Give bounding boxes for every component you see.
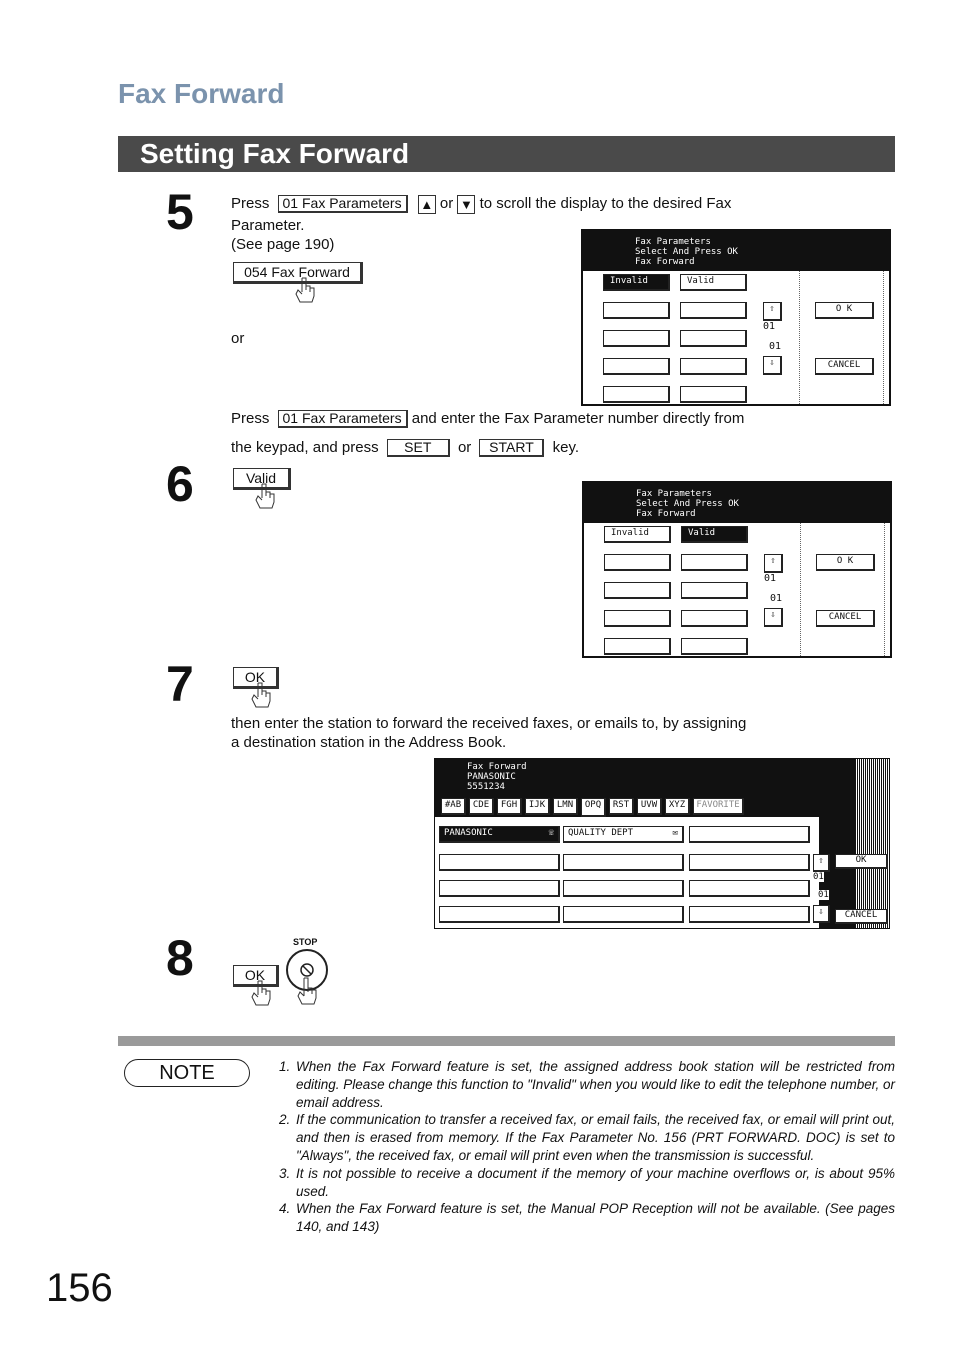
note-item: 1. When the Fax Forward feature is set, the assigned address book station will be restricted from editing. Please change this function to "Invalid" when you would like to edit the telephone number, or email address. (294, 1058, 895, 1111)
step5-line-keypad (231, 438, 791, 457)
entry-name: PANASONIC (444, 828, 493, 838)
page-number: 156 (46, 1266, 113, 1310)
up-arrow-key-icon[interactable]: ▲ (418, 195, 436, 214)
cancel-button[interactable]: CANCEL (815, 358, 874, 375)
divider (883, 271, 884, 404)
empty-slot (680, 330, 747, 347)
lcd-header-line: Select And Press OK (635, 247, 738, 257)
lcd-panel-address-book (434, 758, 890, 929)
lcd-header-line: Select And Press OK (636, 499, 739, 509)
empty-slot (604, 610, 671, 627)
step5-or: or (231, 330, 245, 347)
set-key[interactable]: SET (387, 439, 450, 457)
page-indicator-bottom: 01 (818, 890, 829, 900)
separator-bar (118, 1036, 895, 1046)
invalid-option[interactable]: Invalid (603, 274, 670, 291)
valid-option[interactable]: Valid (681, 526, 748, 543)
cancel-button[interactable]: CANCEL (816, 610, 875, 627)
fax-forward-button[interactable]: 054 Fax Forward (233, 262, 363, 284)
valid-option[interactable]: Valid (680, 274, 747, 291)
empty-slot (681, 554, 748, 571)
step5-parameter: Parameter. (231, 217, 305, 234)
empty-slot (680, 386, 747, 403)
pointing-hand-icon (252, 482, 280, 510)
page-indicator-top: 01 (763, 321, 776, 332)
lcd-header (467, 762, 527, 792)
text-press: Press (231, 195, 270, 212)
lcd-header (584, 483, 890, 523)
empty-slot (680, 302, 747, 319)
ok-button[interactable]: OK (233, 667, 279, 689)
text-key: key. (552, 439, 580, 456)
lcd-panel-valid (582, 481, 892, 658)
empty-slot (439, 906, 560, 923)
ok-button[interactable]: OK (835, 854, 888, 869)
empty-slot (604, 582, 671, 599)
tab-ijk[interactable]: IJK (525, 798, 550, 815)
empty-slot (689, 826, 810, 843)
entry-name: QUALITY DEPT (568, 828, 634, 838)
scroll-up-icon[interactable]: ⇧ (764, 554, 783, 573)
lcd-header-line: 5551234 (467, 782, 505, 792)
step7-line1: then enter the station to forward the received faxes, or emails to, by assigning (231, 715, 747, 732)
step-number-7: 7 (166, 656, 194, 712)
empty-slot (680, 358, 747, 375)
step5-line-press2 (231, 409, 791, 428)
scroll-up-icon[interactable]: ⇧ (813, 854, 830, 872)
invalid-option[interactable]: Invalid (604, 526, 671, 543)
pointing-hand-icon (292, 276, 320, 304)
empty-slot (604, 554, 671, 571)
divider (799, 271, 800, 404)
dither-edge (855, 759, 889, 928)
text-keypad: the keypad, and press (231, 439, 379, 456)
stop-button-icon[interactable] (286, 948, 330, 1006)
fax-parameters-key[interactable]: 01 Fax Parameters (278, 195, 408, 213)
lcd-header-line: Fax Parameters (635, 237, 711, 247)
section-title: Fax Forward (118, 78, 285, 109)
text-or: or (439, 195, 454, 212)
step7-line2: a destination station in the Address Book. (231, 734, 507, 751)
empty-slot (603, 358, 670, 375)
step5-line1 (231, 194, 791, 214)
step-number-8: 8 (166, 930, 194, 986)
email-icon: ✉ (672, 828, 678, 838)
empty-slot (603, 302, 670, 319)
text-or: or (457, 439, 472, 456)
step-number-5: 5 (166, 184, 194, 240)
empty-slot (603, 386, 670, 403)
scroll-down-icon[interactable]: ⇩ (813, 905, 830, 923)
lcd-header-line: Fax Parameters (636, 489, 712, 499)
page-indicator-bottom: 01 (769, 341, 782, 352)
divider (800, 523, 801, 656)
empty-slot (681, 638, 748, 655)
ok-button[interactable]: O K (815, 302, 874, 319)
empty-slot (563, 906, 684, 923)
page-indicator-top: 01 (813, 872, 824, 882)
empty-slot (689, 854, 810, 871)
note-item: 3. It is not possible to receive a document if the memory of your machine overflows or, is about 95% used. (294, 1165, 895, 1201)
tab-rst[interactable]: RST (609, 798, 634, 815)
ok-button[interactable]: OK (233, 965, 279, 987)
valid-button[interactable]: Valid (233, 468, 291, 490)
lcd-header-line: Fax Forward (467, 762, 527, 772)
tab-uvw[interactable]: UVW (637, 798, 662, 815)
tab-fgh[interactable]: FGH (497, 798, 522, 815)
scroll-down-icon[interactable]: ⇩ (764, 608, 783, 627)
banner-title: Setting Fax Forward (140, 138, 410, 169)
text-enter: and enter the Fax Parameter number directly from (411, 410, 745, 427)
address-entry-panasonic[interactable] (439, 826, 560, 843)
stop-label: STOP (293, 937, 318, 947)
note-item: 2. If the communication to transfer a received fax, or email fails, the received fax, or email will print out, and then is erased from memory. If the Fax Parameter No. 156 (PRT FORWARD. DOC) is set to "Always", the received fax, or email will print even when the transmission is successful. (294, 1111, 895, 1164)
page-indicator-bottom: 01 (770, 593, 783, 604)
address-entry-quality-dept[interactable] (563, 826, 684, 843)
lcd-header-line: PANASONIC (467, 772, 516, 782)
alphabet-tabs (441, 798, 744, 816)
phone-icon: ☏ (548, 828, 554, 838)
fax-parameters-key-2[interactable]: 01 Fax Parameters (278, 410, 408, 428)
empty-slot (563, 854, 684, 871)
cancel-button[interactable]: CANCEL (835, 909, 888, 924)
empty-slot (689, 906, 810, 923)
tab-cde[interactable]: CDE (469, 798, 494, 815)
step-number-6: 6 (166, 456, 194, 512)
tab-lmn[interactable]: LMN (553, 798, 578, 815)
empty-slot (439, 854, 560, 871)
ok-button[interactable]: O K (816, 554, 875, 571)
text-scroll: to scroll the display to the desired Fax (479, 195, 732, 212)
empty-slot (681, 610, 748, 627)
note-badge: NOTE (124, 1059, 250, 1087)
lcd-header-line: Fax Forward (635, 257, 695, 267)
pointing-hand-icon (248, 681, 276, 709)
lcd-panel-invalid (581, 229, 891, 406)
lcd-header (583, 231, 889, 271)
empty-slot (603, 330, 670, 347)
empty-slot (563, 880, 684, 897)
empty-slot (681, 582, 748, 599)
empty-slot (689, 880, 810, 897)
note-item: 4. When the Fax Forward feature is set, the Manual POP Reception will not be available. (See pages 140, and 143) (294, 1200, 895, 1236)
pointing-hand-icon (248, 979, 276, 1007)
empty-slot (439, 880, 560, 897)
tab-favorite[interactable]: FAVORITE (693, 798, 744, 815)
down-arrow-key-icon[interactable]: ▼ (457, 195, 475, 214)
tab-ab[interactable]: #AB (441, 798, 466, 815)
notes-list (276, 1058, 895, 1236)
empty-slot (604, 638, 671, 655)
page-indicator-top: 01 (764, 573, 777, 584)
text-press: Press (231, 410, 270, 427)
tab-xyz[interactable]: XYZ (665, 798, 690, 815)
step5-see-page: (See page 190) (231, 236, 335, 253)
scroll-down-icon[interactable]: ⇩ (763, 356, 782, 375)
scroll-up-icon[interactable]: ⇧ (763, 302, 782, 321)
divider (884, 523, 885, 656)
start-key[interactable]: START (479, 439, 544, 457)
lcd-header-line: Fax Forward (636, 509, 696, 519)
tab-opq[interactable]: OPQ (581, 798, 606, 817)
banner (118, 136, 895, 172)
